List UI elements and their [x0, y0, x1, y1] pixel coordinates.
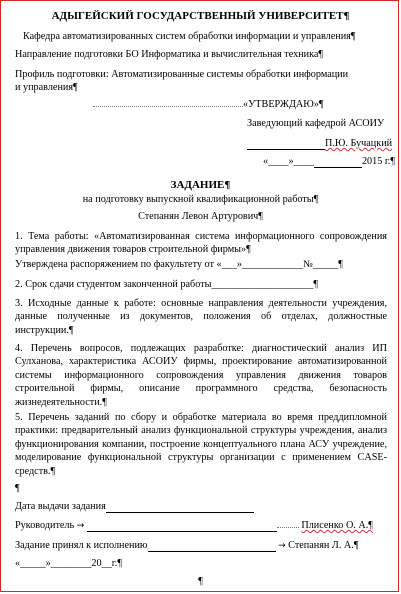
item-1-text: Тема работы: «Автоматизированная система информационного сопровождения управления движения товаров строительной фирмы»¶	[15, 231, 387, 256]
supervisor-blank	[87, 531, 277, 532]
profile-line-1: Профиль подготовки: Автоматизированные системы обработки информации	[15, 69, 349, 80]
item-2-text: Срок сдачи студентом законченной работы____________________¶	[25, 279, 318, 290]
item-approved-text: Утверждена распоряжением по факультету от «___»____________№_____¶	[15, 259, 343, 270]
last-pilcrow: ¶	[198, 576, 203, 587]
approval-date-right: 2015 г.¶	[361, 156, 396, 167]
accepted-label: Задание принял к исполнению	[15, 540, 148, 551]
supervisor-name: Плисенко О. А.¶	[301, 520, 373, 531]
arrow-icon: →	[278, 541, 286, 551]
item-2-num: 2.	[15, 279, 23, 290]
item-1	[15, 230, 387, 257]
approval-date-blank	[314, 167, 362, 168]
supervisor-row	[15, 520, 373, 532]
department-line: Кафедра автоматизированных систем обработки информации и управления¶	[23, 31, 356, 42]
issue-date-row	[15, 501, 254, 513]
approval-head: Заведующий кафедрой АСОИУ	[247, 118, 385, 129]
item-approved	[15, 258, 387, 271]
approval-date-left: «____»____	[263, 156, 314, 167]
footer-pilcrow: ¶	[15, 483, 20, 494]
direction-line: Направление подготовки БО Информатика и вычислительная техника¶	[15, 49, 324, 60]
signature-blank	[247, 149, 325, 150]
arrow-icon: →	[76, 521, 85, 531]
accepted-row	[15, 540, 358, 552]
approval-date-row	[263, 156, 395, 168]
item-2	[15, 278, 387, 291]
approval-dots	[93, 106, 243, 107]
supervisor-dots	[277, 527, 299, 528]
approval-signature-row	[247, 138, 392, 150]
approval-row	[93, 99, 323, 111]
item-5-text: Перечень заданий по сбору и обработке материала во время преддипломной практики: предварительный анализ функциональной структуры учреждения, анализ функционирования компании, построение концептуального плана АСУ учреждение, моделирование функциональной структуры организации с применением CASE-средств.¶	[15, 412, 388, 477]
item-3-num: 3.	[15, 298, 23, 309]
student-name: Степанян Левон Артурович¶	[138, 211, 263, 222]
item-4-text: Перечень вопросов, подлежащих разработке: диагностический анализ ИП Сулханова, характеристика АСОИУ фирмы, проектирование автоматизированной системы информационного сопровождения управления движения товаров строительной фирмы, описание программного средства, безопасность жизнедеятельности.¶	[15, 343, 387, 408]
item-4-num: 4.	[15, 343, 23, 354]
accepted-name: Степанян Л. А.¶	[288, 540, 359, 551]
item-3	[15, 297, 387, 337]
task-subtitle: на подготовку выпускной квалификационной работы¶	[82, 194, 319, 205]
supervisor-label: Руководитель	[15, 520, 75, 531]
issue-date-label: Дата выдачи задания	[15, 501, 106, 512]
approval-title: «УТВЕРЖДАЮ»¶	[243, 99, 324, 110]
approval-signature: П.Ю. Бучацкий	[325, 138, 393, 149]
item-5	[15, 411, 387, 478]
item-4	[15, 342, 387, 409]
item-1-num: 1.	[15, 231, 23, 242]
accepted-blank	[148, 551, 276, 552]
task-title: ЗАДАНИЕ¶	[170, 179, 231, 191]
profile-line-2: и управления¶	[15, 82, 78, 93]
university-title: АДЫГЕЙСКИЙ ГОСУДАРСТВЕННЫЙ УНИВЕРСИТЕТ¶	[51, 10, 350, 22]
item-3-text: Исходные данные к работе: основные направления деятельности учреждения, данные полученные из документов, положения об отделах, должностные инструкции.¶	[15, 298, 388, 336]
issue-date-blank	[106, 512, 254, 513]
item-5-num: 5.	[15, 412, 23, 423]
date-line: «_____»________20__г.¶	[15, 558, 122, 569]
